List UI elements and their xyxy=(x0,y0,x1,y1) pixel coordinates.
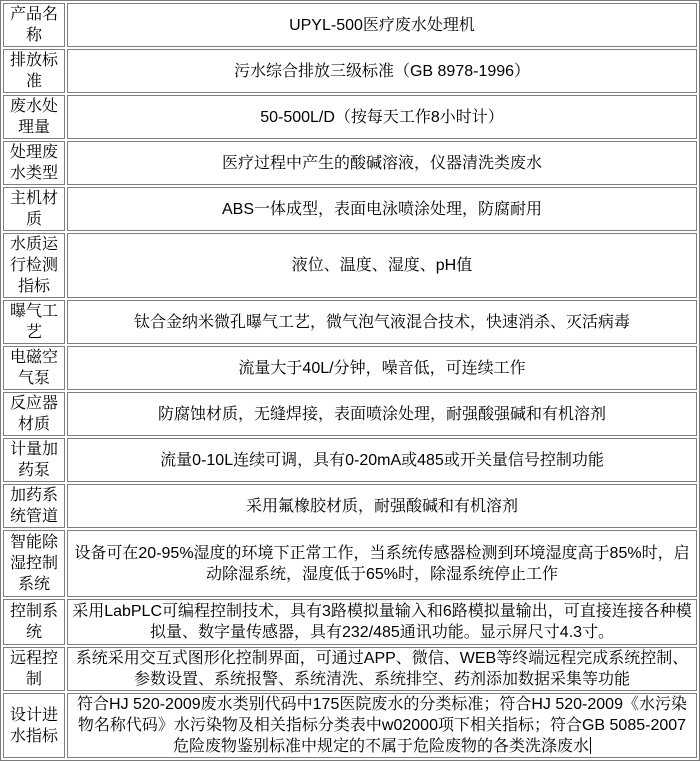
row-value: 采用氟橡胶材质，耐强酸碱和有机溶剂 xyxy=(67,484,697,528)
table-row xyxy=(3,95,697,139)
row-label: 反应器材质 xyxy=(3,392,65,436)
row-value: 液位、温度、湿度、pH值 xyxy=(67,233,697,298)
row-value: 流量大于40L/分钟，噪音低，可连续工作 xyxy=(67,346,697,390)
row-value-text: 符合HJ 520-2009废水类别代码中175医院废水的分类标准；符合HJ 520-2009《水污染物名称代码》水污染物及相关指标分类表中w02000项下相关指标；符合GB 5085-2007危险废物鉴别标准中规定的不属于危险废物的各类洗涤废水 xyxy=(77,696,687,755)
table-row xyxy=(3,438,697,482)
table-row xyxy=(3,187,697,231)
row-label: 控制系统 xyxy=(3,599,65,645)
row-label: 设计进水指标 xyxy=(3,693,65,758)
row-value: 设备可在20-95%湿度的环境下正常工作，当系统传感器检测到环境湿度高于85%时，启动除湿系统，湿度低于65%时，除湿系统停止工作 xyxy=(67,530,697,597)
row-label: 产品名称 xyxy=(3,3,65,47)
table-row xyxy=(3,233,697,298)
row-label: 水质运行检测指标 xyxy=(3,233,65,298)
row-value: ABS一体成型，表面电泳喷涂处理，防腐耐用 xyxy=(67,187,697,231)
text-cursor xyxy=(590,737,591,754)
row-value: UPYL-500医疗废水处理机 xyxy=(67,3,697,47)
row-label: 电磁空气泵 xyxy=(3,346,65,390)
row-label: 处理废水类型 xyxy=(3,141,65,185)
row-label: 排放标准 xyxy=(3,49,65,93)
table-row xyxy=(3,346,697,390)
row-value: 钛合金纳米微孔曝气工艺，微气泡气液混合技术，快速消杀、灭活病毒 xyxy=(67,300,697,344)
table-row xyxy=(3,530,697,597)
row-label: 智能除湿控制系统 xyxy=(3,530,65,597)
row-label: 远程控制 xyxy=(3,647,65,691)
row-value: 流量0-10L连续可调，具有0-20mA或485或开关量信号控制功能 xyxy=(67,438,697,482)
row-label: 曝气工艺 xyxy=(3,300,65,344)
row-label: 加药系统管道 xyxy=(3,484,65,528)
table-row xyxy=(3,49,697,93)
row-value: 50-500L/D（按每天工作8小时计） xyxy=(67,95,697,139)
row-value: 采用LabPLC可编程控制技术，具有3路模拟量输入和6路模拟量输出，可直接连接各种模拟量、数字量传感器，具有232/485通讯功能。显示屏尺寸4.3寸。 xyxy=(67,599,697,645)
row-label: 主机材质 xyxy=(3,187,65,231)
row-label: 计量加药泵 xyxy=(3,438,65,482)
row-value xyxy=(67,693,697,758)
row-value: 系统采用交互式图形化控制界面，可通过APP、微信、WEB等终端远程完成系统控制、参数设置、系统报警、系统清洗、系统排空、药剂添加数据采集等功能 xyxy=(67,647,697,691)
row-value: 防腐蚀材质，无缝焊接，表面喷涂处理，耐强酸强碱和有机溶剂 xyxy=(67,392,697,436)
table-row xyxy=(3,3,697,47)
table-row xyxy=(3,693,697,758)
row-label: 废水处理量 xyxy=(3,95,65,139)
table-row xyxy=(3,300,697,344)
table-row xyxy=(3,141,697,185)
table-row xyxy=(3,392,697,436)
table-row xyxy=(3,647,697,691)
row-value: 污水综合排放三级标准（GB 8978-1996） xyxy=(67,49,697,93)
row-value: 医疗过程中产生的酸碱溶液，仪器清洗类废水 xyxy=(67,141,697,185)
table-row xyxy=(3,484,697,528)
table-row xyxy=(3,599,697,645)
